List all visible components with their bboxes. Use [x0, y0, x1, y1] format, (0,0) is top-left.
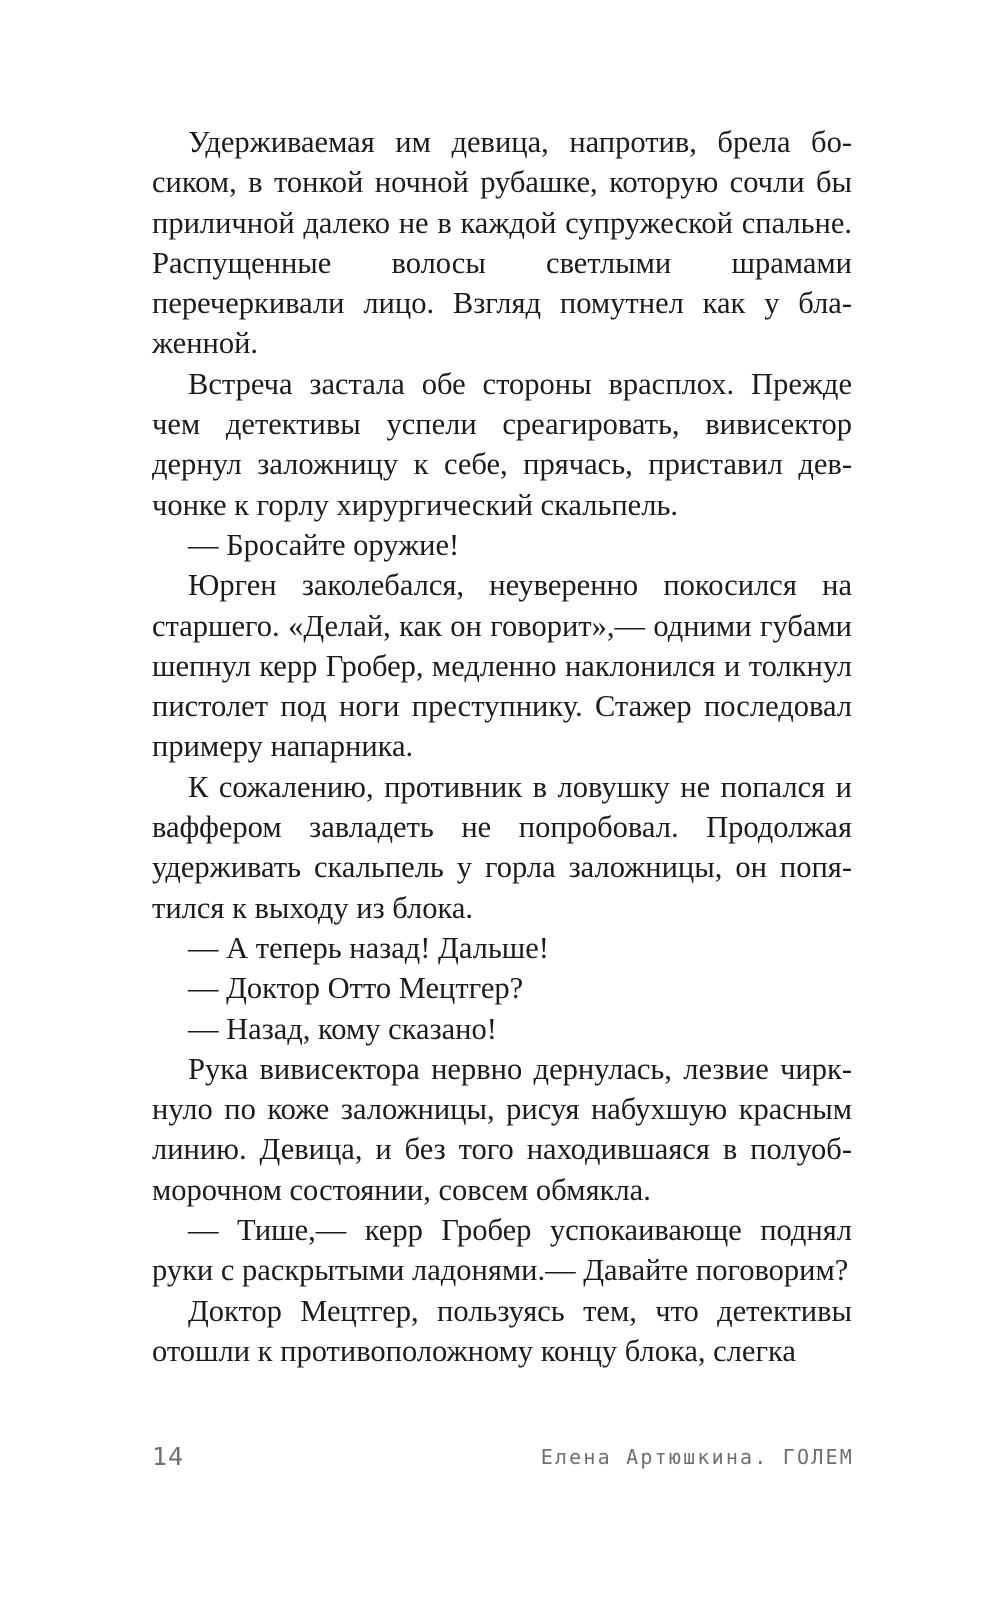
paragraph: Встреча застала обе стороны врасплох. Прежде чем детективы успели среагировать, вивисектор дернул заложницу к себе, прячась, приставил девчонке к горлу хирургический скальпель. [152, 366, 852, 522]
running-head: Елена Артюшкина. ГОЛЕМ [540, 1445, 854, 1469]
paragraph: Доктор Мецтгер, пользуясь тем, что детективы отошли к противоположному концу блока, слегка [152, 1293, 852, 1368]
paragraph: Удерживаемая им девица, напротив, брела босиком, в тонкой ночной рубашке, которую сочли бы приличной далеко не в каждой супружеской спальне. Распущенные волосы светлыми шрамами перечеркивали лицо. Взгляд помутнел как у блаженной. [152, 125, 852, 361]
dialogue-line: — Назад, кому сказано! [188, 1011, 497, 1046]
paragraph: Юрген заколебался, неуверенно покосился на старшего. «Делай, как он говорит»,— одними губами шепнул керр Гробер, медленно наклонился и толкнул пистолет под ноги преступнику. Стажер последовал примеру напарника. [152, 568, 852, 764]
paragraph: Рука вивисектора нервно дернулась, лезвие чиркнуло по коже заложницы, рисуя набухшую красным линию. Девица, и без того находившаяся в полуобморочном состоянии, совсем обмякла. [152, 1051, 852, 1207]
page-footer [152, 1442, 854, 1476]
page-number: 14 [152, 1442, 185, 1471]
dialogue-line: — Доктор Отто Мецтгер? [188, 971, 524, 1006]
dialogue-line: — Тише,— керр Гробер успокаивающе поднял руки с раскрытыми ладонями.— Давайте поговорим? [152, 1213, 852, 1288]
dialogue-line: — А теперь назад! Дальше! [188, 930, 549, 965]
paragraph: К сожалению, противник в ловушку не попался и ваффером завладеть не попробовал. Продолжая удерживать скальпель у горла заложницы, он попятился к выходу из блока. [152, 769, 852, 925]
body-text [152, 122, 852, 1371]
dialogue-line: — Бросайте оружие! [188, 527, 460, 562]
